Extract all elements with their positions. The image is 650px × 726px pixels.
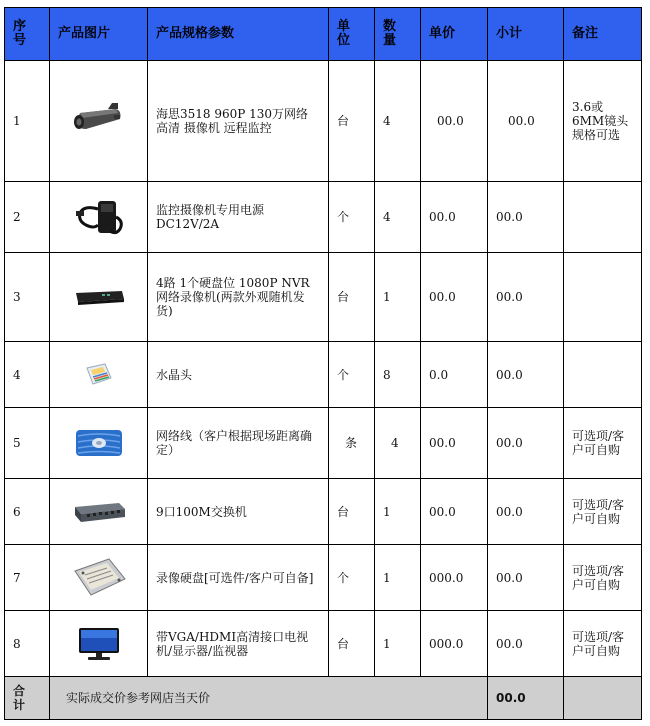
monitor-display-icon <box>76 625 122 663</box>
cell-qty: 1 <box>375 611 421 677</box>
cell-subtotal: 00.0 <box>488 342 564 408</box>
cell-unit: 条 <box>329 408 375 479</box>
cell-price: 0.0 <box>421 342 488 408</box>
table-row <box>5 479 642 545</box>
cell-image <box>50 479 148 545</box>
total-value: 00.0 <box>488 677 564 720</box>
cell-spec: 带VGA/HDMI高清接口电视机/显示器/监视器 <box>148 611 329 677</box>
cell-image <box>50 61 148 182</box>
network-switch-icon <box>71 499 127 525</box>
cell-spec: 4路 1个硬盘位 1080P NVR网络录像机(两款外观随机发货) <box>148 253 329 342</box>
cell-subtotal: 00.0 <box>488 611 564 677</box>
total-label: 合计 <box>5 677 50 720</box>
cell-remark: 可选项/客户可自购 <box>564 611 642 677</box>
cell-spec: 网络线（客户根据现场距离确定） <box>148 408 329 479</box>
nvr-recorder-icon <box>72 287 126 307</box>
cell-subtotal: 00.0 <box>488 408 564 479</box>
header-row <box>5 8 642 61</box>
cell-qty: 1 <box>375 479 421 545</box>
cell-qty: 1 <box>375 253 421 342</box>
hard-disk-icon <box>69 555 129 601</box>
header-subtotal: 小计 <box>488 8 564 61</box>
cell-remark <box>564 253 642 342</box>
cell-no: 4 <box>5 342 50 408</box>
cell-remark <box>564 182 642 253</box>
cell-spec: 海思3518 960P 130万网络高清 摄像机 远程监控 <box>148 61 329 182</box>
rj45-connector-icon <box>79 360 119 390</box>
table-row <box>5 611 642 677</box>
table-row <box>5 545 642 611</box>
cell-price: 00.0 <box>421 182 488 253</box>
cell-no: 1 <box>5 61 50 182</box>
cell-remark: 可选项/客户可自购 <box>564 545 642 611</box>
cell-no: 7 <box>5 545 50 611</box>
table-row <box>5 408 642 479</box>
cell-price: 00.0 <box>421 253 488 342</box>
total-remark <box>564 677 642 720</box>
network-cable-icon <box>74 426 124 460</box>
header-remark: 备注 <box>564 8 642 61</box>
cell-price: 00.0 <box>421 61 488 182</box>
cell-remark: 3.6或6MM镜头规格可选 <box>564 61 642 182</box>
total-row <box>5 677 642 720</box>
bullet-camera-icon <box>68 101 130 141</box>
cell-unit: 个 <box>329 182 375 253</box>
header-unit: 单位 <box>329 8 375 61</box>
cell-price: 000.0 <box>421 611 488 677</box>
cell-price: 00.0 <box>421 479 488 545</box>
cell-unit: 台 <box>329 479 375 545</box>
cell-image <box>50 408 148 479</box>
cell-qty: 4 <box>375 408 421 479</box>
cell-unit: 个 <box>329 545 375 611</box>
cell-unit: 台 <box>329 611 375 677</box>
cell-unit: 台 <box>329 253 375 342</box>
table-row <box>5 342 642 408</box>
cell-subtotal: 00.0 <box>488 479 564 545</box>
header-price: 单价 <box>421 8 488 61</box>
cell-remark: 可选项/客户可自购 <box>564 408 642 479</box>
cell-qty: 8 <box>375 342 421 408</box>
cell-subtotal: 00.0 <box>488 182 564 253</box>
power-adapter-icon <box>72 195 126 239</box>
cell-subtotal: 00.0 <box>488 253 564 342</box>
table-row <box>5 182 642 253</box>
cell-spec: 水晶头 <box>148 342 329 408</box>
cell-remark <box>564 342 642 408</box>
cell-subtotal: 00.0 <box>488 545 564 611</box>
header-no: 序号 <box>5 8 50 61</box>
header-qty: 数量 <box>375 8 421 61</box>
cell-spec: 录像硬盘[可选件/客户可自备] <box>148 545 329 611</box>
cell-qty: 4 <box>375 182 421 253</box>
header-image: 产品图片 <box>50 8 148 61</box>
cell-unit: 台 <box>329 61 375 182</box>
cell-no: 5 <box>5 408 50 479</box>
table-row <box>5 61 642 182</box>
cell-image <box>50 545 148 611</box>
cell-subtotal: 00.0 <box>488 61 564 182</box>
cell-image <box>50 253 148 342</box>
cell-no: 2 <box>5 182 50 253</box>
cell-image <box>50 611 148 677</box>
cell-price: 00.0 <box>421 408 488 479</box>
cell-spec: 监控摄像机专用电源DC12V/2A <box>148 182 329 253</box>
cell-no: 3 <box>5 253 50 342</box>
cell-no: 6 <box>5 479 50 545</box>
cell-qty: 1 <box>375 545 421 611</box>
cell-image <box>50 342 148 408</box>
cell-spec: 9口100M交换机 <box>148 479 329 545</box>
table-row <box>5 253 642 342</box>
quote-table <box>4 7 642 720</box>
header-spec: 产品规格参数 <box>148 8 329 61</box>
cell-no: 8 <box>5 611 50 677</box>
cell-qty: 4 <box>375 61 421 182</box>
cell-remark: 可选项/客户可自购 <box>564 479 642 545</box>
cell-unit: 个 <box>329 342 375 408</box>
total-note: 实际成交价参考网店当天价 <box>50 677 488 720</box>
cell-image <box>50 182 148 253</box>
cell-price: 000.0 <box>421 545 488 611</box>
